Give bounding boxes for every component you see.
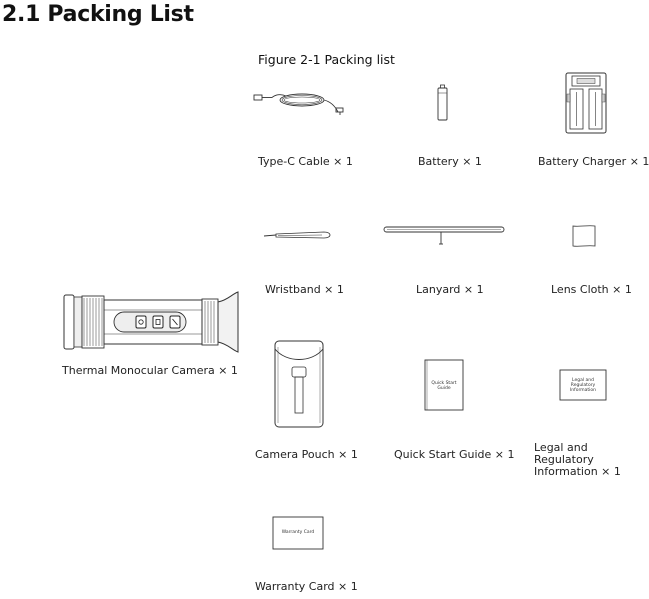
thermal-camera-illustration [62,290,240,354]
battery-label: Battery × 1 [418,155,482,168]
wristband-illustration [262,228,334,242]
camera-pouch-illustration [272,337,326,431]
wristband-label: Wristband × 1 [265,283,344,296]
battery-illustration [436,84,450,122]
lanyard-label: Lanyard × 1 [416,283,484,296]
quick-start-guide-label: Quick Start Guide × 1 [394,448,515,461]
warranty-card-cover-text: Warranty Card [281,530,315,535]
lens-cloth-illustration [571,224,597,248]
page-heading: 2.1 Packing List [2,2,194,27]
quick-start-guide-cover-text: Quick Start Guide [431,381,457,391]
legal-information-label-line1: Legal and Regulatory [534,441,594,466]
figure-caption: Figure 2-1 Packing list [258,52,395,67]
thermal-camera-label: Thermal Monocular Camera × 1 [62,364,238,377]
legal-cover-line1: Legal and Regulatory [570,378,596,388]
battery-charger-illustration [565,72,607,134]
battery-charger-label: Battery Charger × 1 [538,155,649,168]
legal-information-label-line2: Information × 1 [534,465,621,478]
legal-information-cover-text [561,378,605,393]
lanyard-illustration [383,224,505,248]
warranty-card-label: Warranty Card × 1 [255,580,358,593]
camera-pouch-label: Camera Pouch × 1 [255,448,358,461]
legal-information-label [534,442,635,478]
type-c-cable-label: Type-C Cable × 1 [258,155,353,168]
lens-cloth-label: Lens Cloth × 1 [551,283,632,296]
legal-cover-line2: Information [569,388,597,393]
type-c-cable-illustration [252,88,347,122]
